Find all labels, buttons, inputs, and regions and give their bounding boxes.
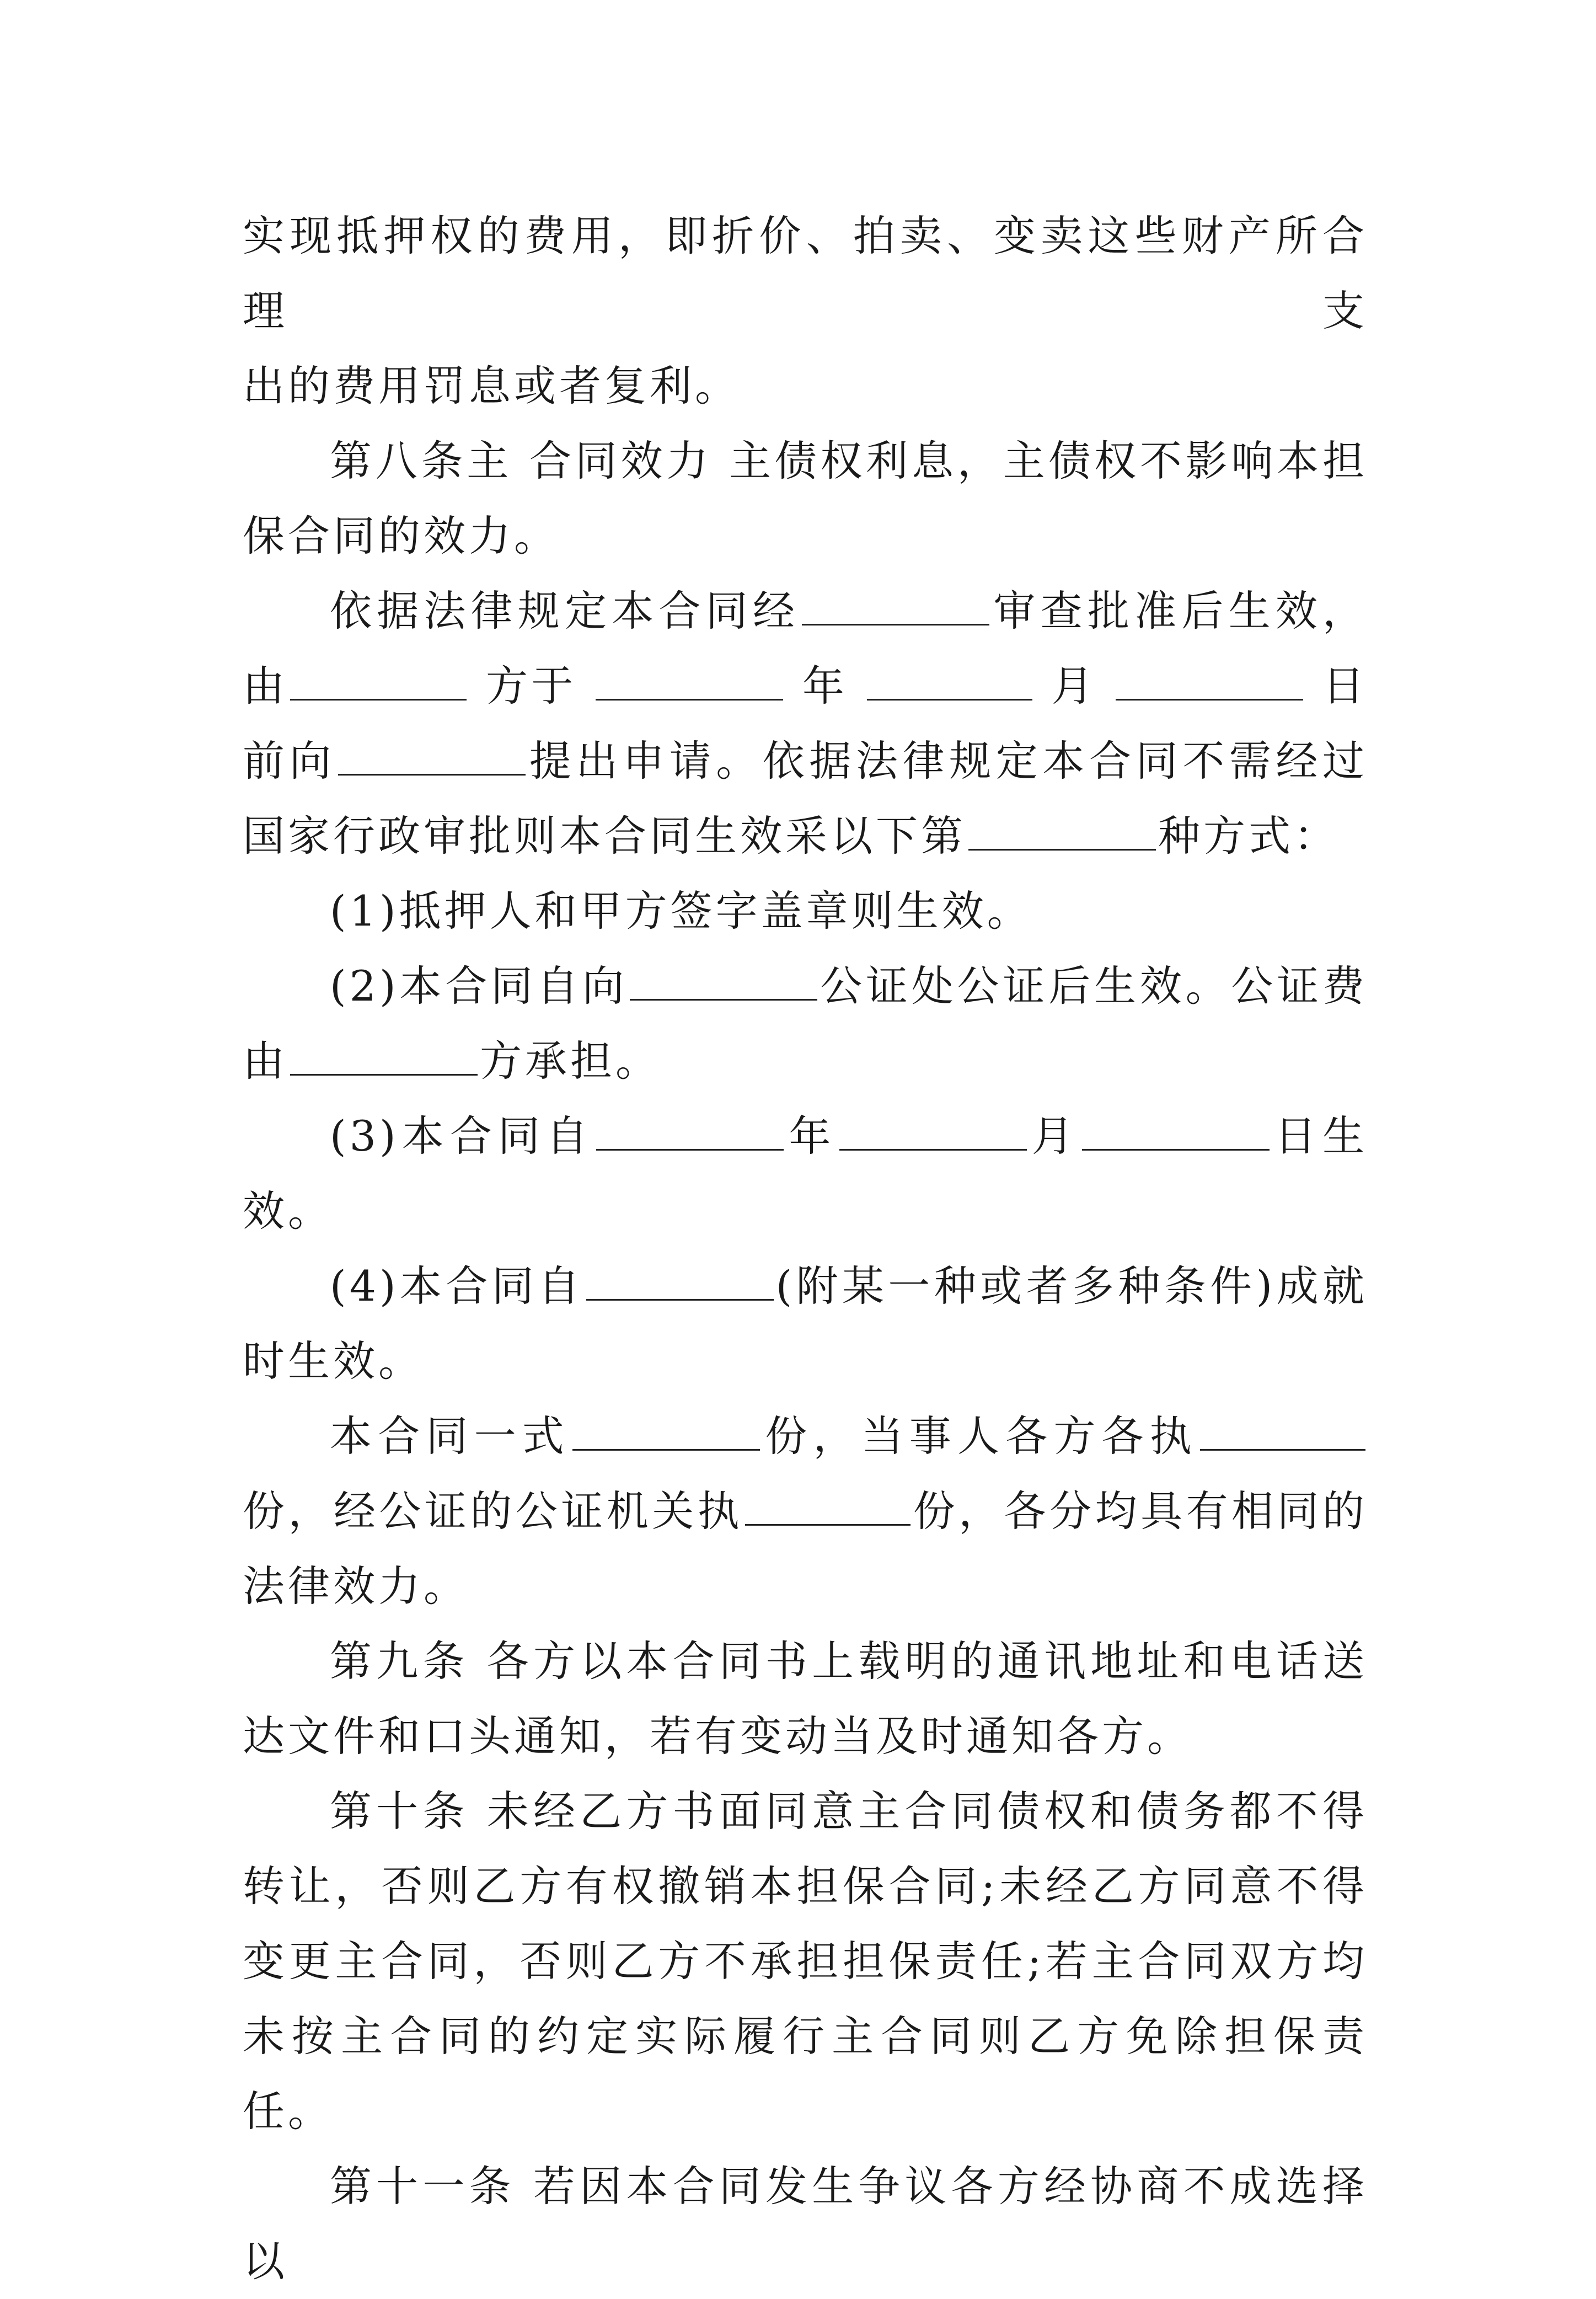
blank-field[interactable] [290, 1035, 478, 1076]
text: 月 [1029, 1111, 1080, 1161]
text: 审查批准后生效，由 [243, 586, 1368, 710]
text: 月 [1051, 661, 1097, 710]
text: (1)抵押人和甲方签字盖章则生效。 [330, 886, 1032, 935]
blank-field[interactable] [968, 810, 1156, 851]
blank-field[interactable] [1116, 660, 1303, 701]
text: 份，经公证的公证机关执 [243, 1487, 743, 1536]
approval-paragraph [243, 574, 1368, 874]
option-2 [243, 949, 1368, 1099]
article-10-paragraph [243, 1774, 1368, 2149]
blank-field[interactable] [802, 585, 989, 625]
text: (4)本合同自 [330, 1261, 584, 1311]
text: 份，各分均具有相同的法律效力。 [243, 1487, 1368, 1611]
text: 依据法律规定本合同经 [330, 586, 800, 635]
blank-field[interactable] [839, 1110, 1027, 1151]
text: 第十一条 若因本合同发生争议各方经协商不成选择以 [243, 2162, 1368, 2286]
blank-field[interactable] [290, 660, 467, 701]
text: 第十条 未经乙方书面同意主合同债权和债务都不得转让，否则乙方有权撤销本担保合同;未经乙方同意不得变更主合同，否则乙方不承担担保责任;若主合同双方均未按主合同的约定实际履行主合同则乙方免除担保责任。 [243, 1787, 1368, 2136]
text: 日生效。 [243, 1111, 1368, 1236]
blank-field[interactable] [1082, 1110, 1270, 1151]
document-body [243, 199, 1368, 2299]
blank-field[interactable] [867, 660, 1032, 701]
text: 第八条主 合同效力 主债权利息，主债权不影响本担保合同的效力。 [243, 436, 1368, 560]
text: 公证处公证后生效。公证费由 [243, 961, 1368, 1086]
text: 实现抵押权的费用，即折价、拍卖、变卖这些财产所合理支 [243, 211, 1368, 335]
text: 份，当事人各方各执 [762, 1412, 1198, 1461]
text: 提出申请。依据法律规定本合同不需经过国家行政审批则本合同生效采以下第 [243, 736, 1368, 860]
copies-paragraph [243, 1399, 1368, 1624]
blank-field[interactable] [630, 960, 817, 1001]
text: 种方式： [1158, 811, 1339, 860]
blank-field[interactable] [596, 660, 783, 701]
text: 出的费用罚息或者复利。 [243, 361, 740, 410]
blank-field[interactable] [745, 1485, 911, 1526]
article-9-paragraph [243, 1624, 1368, 1774]
text: 本合同一式 [330, 1412, 570, 1461]
option-4 [243, 1249, 1368, 1399]
text: 第九条 各方以本合同书上载明的通讯地址和电话送达文件和口头通知，若有变动当及时通知各方。 [243, 1637, 1368, 1761]
text: 日前向 [243, 661, 1368, 785]
blank-field[interactable] [338, 735, 526, 776]
article-11-paragraph [243, 2149, 1368, 2299]
text: 方承担。 [480, 1036, 661, 1086]
text: (2)本合同自向 [330, 961, 628, 1011]
option-1 [243, 874, 1368, 949]
text: (3)本合同自 [330, 1111, 595, 1161]
blank-field[interactable] [1200, 1410, 1365, 1451]
option-3 [243, 1099, 1368, 1249]
text: 年 [802, 661, 848, 710]
blank-field[interactable] [586, 1260, 774, 1301]
text: 年 [786, 1111, 837, 1161]
blank-field[interactable] [572, 1410, 760, 1451]
text: (附某一种或者多种条件)成就时生效。 [243, 1261, 1368, 1386]
blank-field[interactable] [596, 1110, 784, 1151]
text: 方于 [485, 661, 577, 710]
paragraph-line [243, 199, 1368, 349]
article-8-paragraph [243, 424, 1368, 574]
paragraph-line [243, 349, 1368, 424]
